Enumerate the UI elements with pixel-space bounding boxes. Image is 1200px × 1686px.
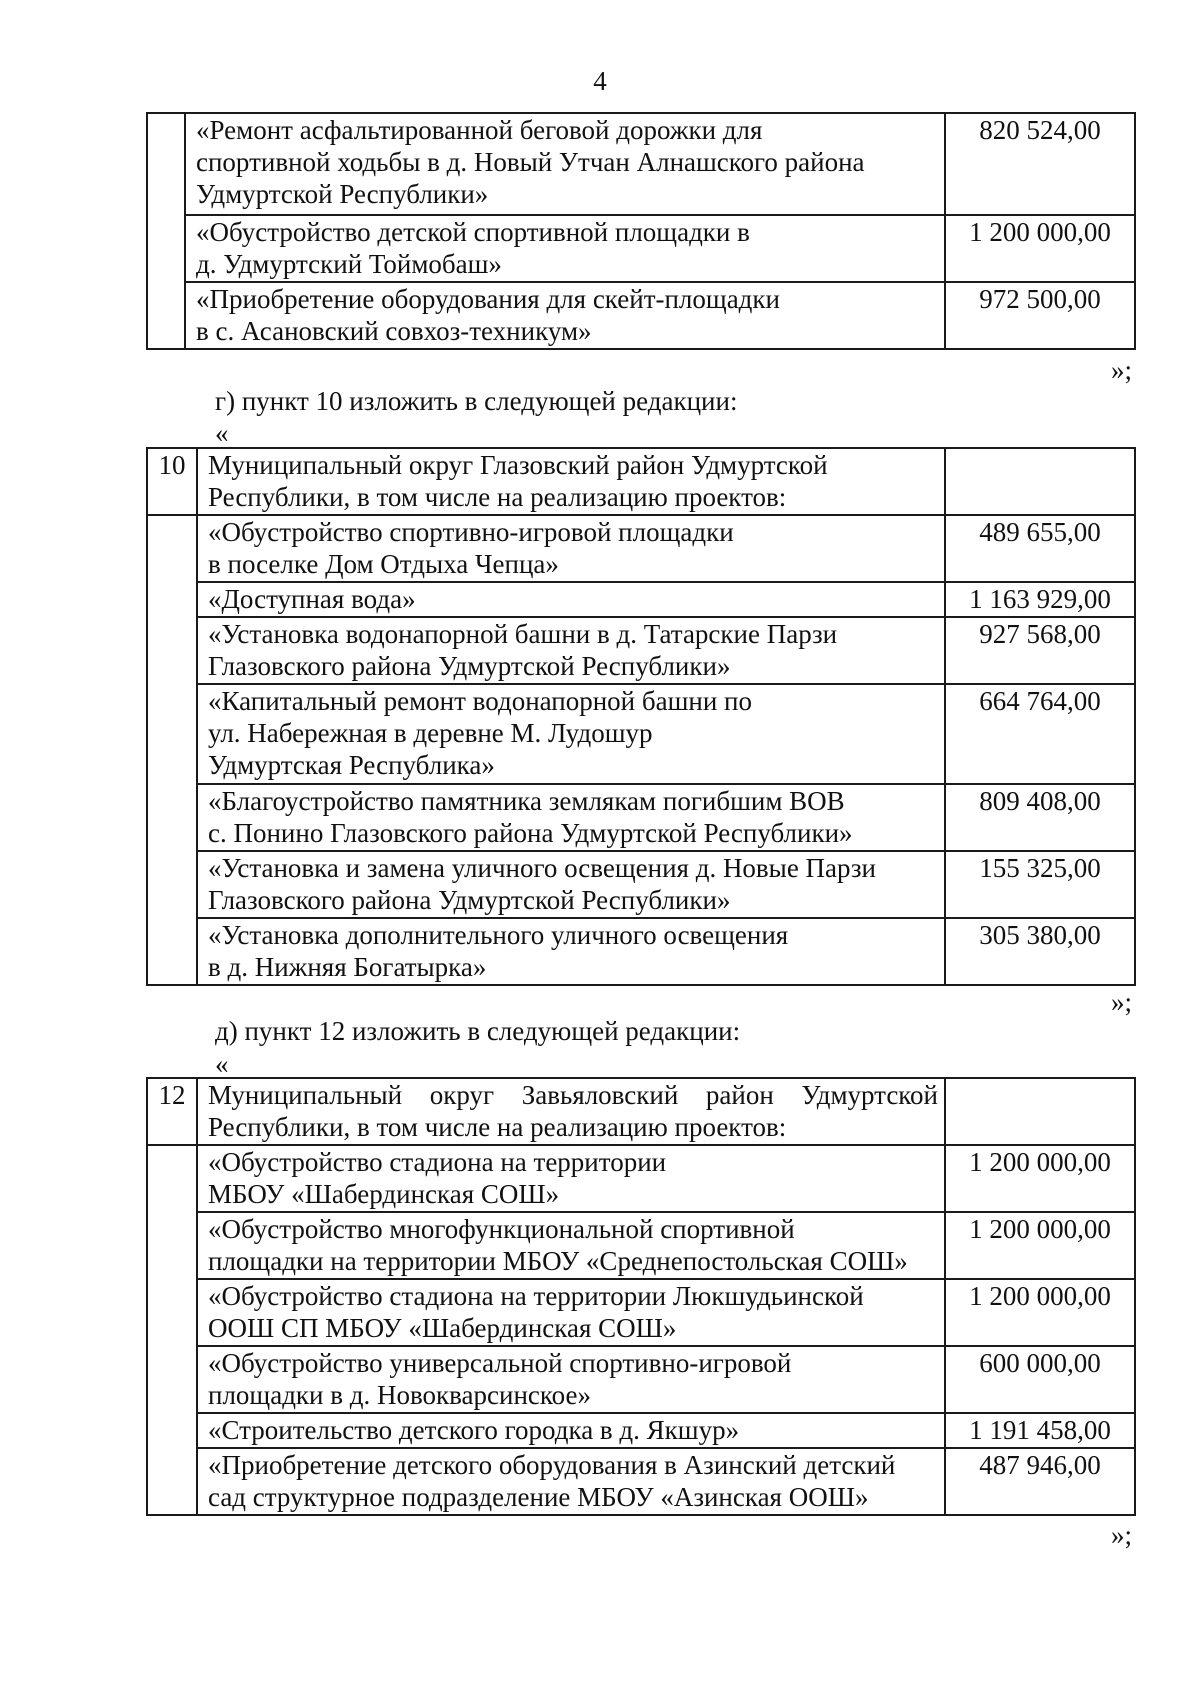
table-row (147, 1212, 1135, 1279)
table-row (147, 515, 1135, 582)
projects-table-item-10 (146, 447, 1136, 986)
project-name-cell: «Обустройство детской спортивной площадки в д. Удмуртский Тоймобаш» (185, 215, 945, 282)
project-name-cell: «Обустройство универсальной спортивно-игровой площадки в д. Новокварсинское» (197, 1346, 945, 1413)
amount-cell: 489 655,00 (945, 515, 1135, 582)
table-row (147, 113, 1135, 215)
table-row (147, 215, 1135, 282)
table-row (147, 1346, 1135, 1413)
amount-cell: 487 946,00 (945, 1448, 1135, 1515)
project-name-cell: «Доступная вода» (197, 582, 945, 617)
opening-quote-mark: « (215, 1049, 229, 1079)
amount-cell: 600 000,00 (945, 1346, 1135, 1413)
row-number-cell: 10 (147, 448, 197, 515)
project-name-cell: «Благоустройство памятника землякам погибшим ВОВ с. Понино Глазовского района Удмуртской Республики» (197, 784, 945, 851)
project-name-cell: «Приобретение оборудования для скейт-площадки в с. Асановский совхоз-техникум» (185, 282, 945, 349)
amount-cell: 1 191 458,00 (945, 1413, 1135, 1448)
table-row (147, 1145, 1135, 1212)
instruction-g: г) пункт 10 изложить в следующей редакции: (215, 386, 738, 416)
amount-cell: 305 380,00 (945, 918, 1135, 985)
closing-quote-mark: »; (1110, 987, 1132, 1017)
table-row (147, 617, 1135, 684)
closing-quote-mark: »; (1110, 355, 1132, 385)
amount-cell: 1 200 000,00 (945, 1279, 1135, 1346)
municipality-cell: Муниципальный округ Глазовский район Удмуртской Республики, в том числе на реализацию проектов: (197, 448, 945, 515)
row-number-cell (147, 515, 197, 985)
table-row (147, 282, 1135, 349)
row-number-cell (147, 1145, 197, 1515)
closing-quote-mark: »; (1110, 1520, 1132, 1550)
row-number-cell: 12 (147, 1078, 197, 1145)
amount-cell: 972 500,00 (945, 282, 1135, 349)
table-row (147, 582, 1135, 617)
project-name-cell: «Обустройство стадиона на территории МБОУ «Шабердинская СОШ» (197, 1145, 945, 1212)
project-name-cell: «Приобретение детского оборудования в Азинский детский сад структурное подразделение МБОУ «Азинская ООШ» (197, 1448, 945, 1515)
table-row (147, 1413, 1135, 1448)
opening-quote-mark: « (215, 418, 229, 448)
amount-cell: 664 764,00 (945, 684, 1135, 784)
municipality-cell: Муниципальный округ Завьяловский район Удмуртской Республики, в том числе на реализацию проектов: (197, 1078, 945, 1145)
project-name-cell: «Обустройство стадиона на территории Люкшудьинской ООШ СП МБОУ «Шабердинская СОШ» (197, 1279, 945, 1346)
project-name-cell: «Установка и замена уличного освещения д. Новые Парзи Глазовского района Удмуртской Республики» (197, 851, 945, 918)
table-row (147, 918, 1135, 985)
amount-cell: 1 163 929,00 (945, 582, 1135, 617)
project-name-cell: «Капитальный ремонт водонапорной башни по ул. Набережная в деревне М. Лудошур Удмуртская Республика» (197, 684, 945, 784)
table-row (147, 1279, 1135, 1346)
amount-cell: 927 568,00 (945, 617, 1135, 684)
projects-table-item-12 (146, 1077, 1136, 1516)
project-name-cell: «Установка дополнительного уличного освещения в д. Нижняя Богатырка» (197, 918, 945, 985)
amount-cell: 1 200 000,00 (945, 215, 1135, 282)
table-row (147, 1448, 1135, 1515)
amount-cell: 155 325,00 (945, 851, 1135, 918)
amount-cell (945, 1078, 1135, 1145)
projects-table-continued (146, 112, 1136, 350)
table-row (147, 784, 1135, 851)
amount-cell: 1 200 000,00 (945, 1212, 1135, 1279)
table-row (147, 448, 1135, 515)
amount-cell (945, 448, 1135, 515)
row-number-cell (147, 113, 185, 349)
project-name-cell: «Строительство детского городка в д. Якшур» (197, 1413, 945, 1448)
project-name-cell: «Обустройство спортивно-игровой площадки в поселке Дом Отдыха Чепца» (197, 515, 945, 582)
amount-cell: 1 200 000,00 (945, 1145, 1135, 1212)
table-row (147, 851, 1135, 918)
project-name-cell: «Обустройство многофункциональной спортивной площадки на территории МБОУ «Среднепостольская СОШ» (197, 1212, 945, 1279)
project-name-cell: «Ремонт асфальтированной беговой дорожки для спортивной ходьбы в д. Новый Утчан Алнашского района Удмуртской Республики» (185, 113, 945, 215)
table-row (147, 684, 1135, 784)
page-number: 4 (593, 66, 607, 96)
amount-cell: 809 408,00 (945, 784, 1135, 851)
project-name-cell: «Установка водонапорной башни в д. Татарские Парзи Глазовского района Удмуртской Республики» (197, 617, 945, 684)
instruction-d: д) пункт 12 изложить в следующей редакции: (215, 1016, 741, 1046)
table-row (147, 1078, 1135, 1145)
amount-cell: 820 524,00 (945, 113, 1135, 215)
